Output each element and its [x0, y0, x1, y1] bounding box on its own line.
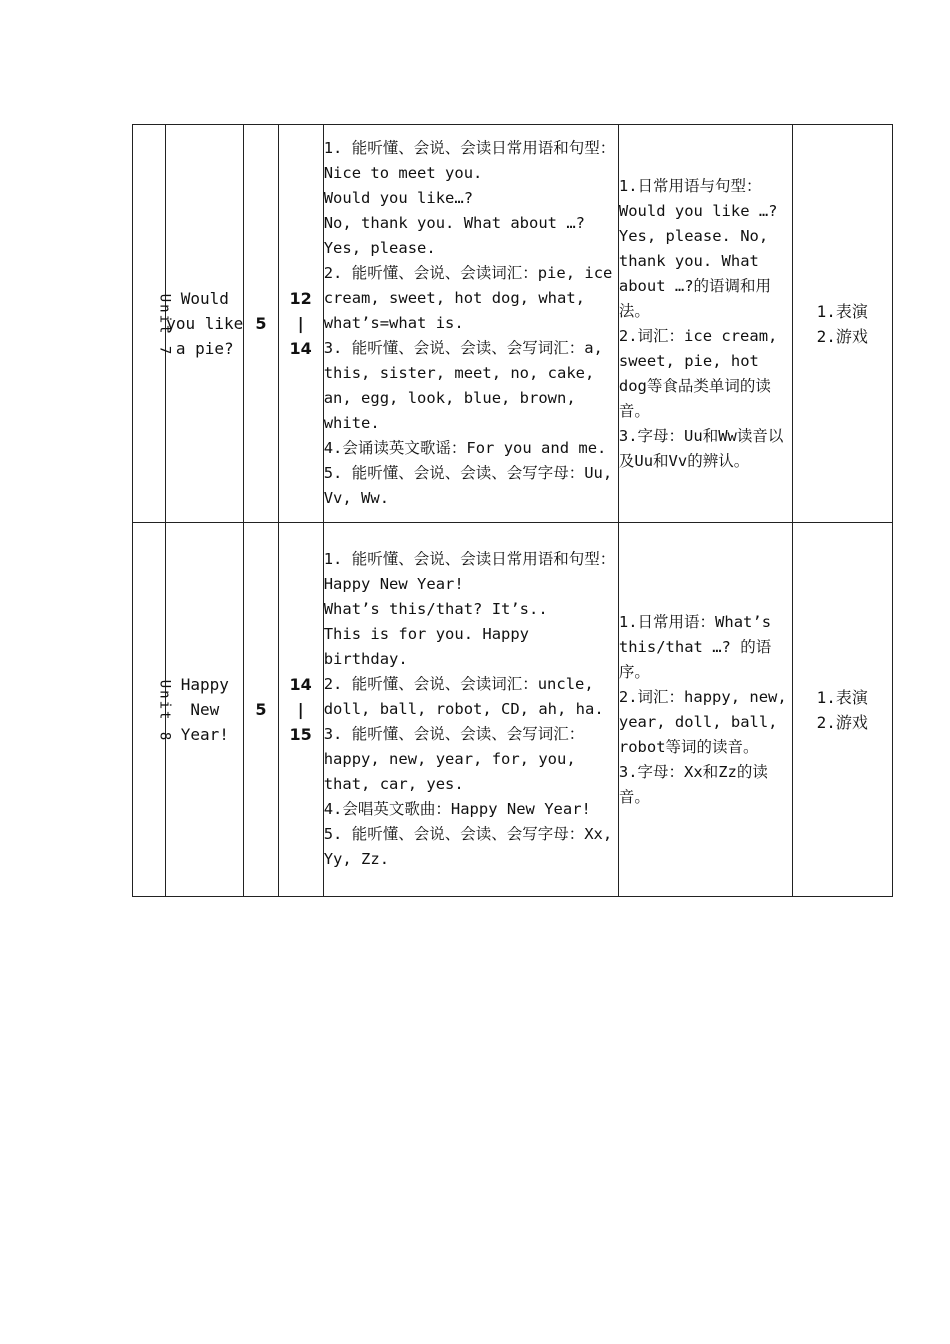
activities [792, 125, 892, 523]
goal-item: This is for you. Happy birthday. [323, 625, 530, 668]
key-point-item: 3.字母：Uu和Ww读音以及Uu和Vv的辨认。 [618, 426, 784, 470]
unit-title: Would you like a pie? [166, 125, 244, 523]
week-range [278, 523, 323, 897]
week-range [278, 125, 323, 523]
activity-item: 1.表演 [816, 687, 868, 707]
table-row [133, 523, 893, 897]
goal-item: What’s this/that? It’s.. [323, 600, 548, 618]
class-hours: 5 [244, 523, 278, 897]
goal-item: No, thank you. What about …? Yes, please. [323, 214, 586, 257]
week-end: 15 [289, 725, 312, 744]
unit-label: Unit 7 [156, 293, 173, 357]
class-hours: 5 [244, 125, 278, 523]
goal-item: 3. 能听懂、会说、会读、会写词汇：happy, new, year, for, you, that, car, yes. [323, 725, 585, 793]
key-point-item: 3.字母：Xx和Zz的读音。 [618, 762, 768, 806]
unit-label: Unit 8 [156, 679, 173, 743]
activity-item: 2.游戏 [816, 326, 868, 346]
key-point-item: 1.日常用语与句型：Would you like …? Yes, please. No, thank you. What about …?的语调和用法。 [618, 176, 778, 320]
goal-item: 1. 能听懂、会说、会读日常用语和句型：Happy New Year! [323, 550, 616, 593]
week-start: 12 [289, 289, 312, 308]
activities [792, 523, 892, 897]
key-point-item: 2.词汇：ice cream, sweet, pie, hot dog等食品类单词的读音。 [618, 326, 778, 420]
key-points [618, 125, 792, 523]
goal-item: 4.会诵读英文歌谣：For you and me. [323, 439, 607, 457]
teaching-goals [323, 523, 618, 897]
unit-cell [133, 125, 173, 523]
week-end: 14 [289, 339, 312, 358]
goal-item: 5. 能听懂、会说、会读、会写字母：Uu, Vv, Ww. [323, 464, 613, 507]
activity-item: 1.表演 [816, 301, 868, 321]
goal-item: 2. 能听懂、会说、会读词汇：pie, ice cream, sweet, hot dog, what, what’s=what is. [323, 264, 613, 332]
goal-item: 2. 能听懂、会说、会读词汇：uncle, doll, ball, robot, CD, ah, ha. [323, 675, 604, 718]
goal-item: 4.会唱英文歌曲：Happy New Year! [323, 800, 591, 818]
goal-item: Would you like…? [323, 189, 474, 207]
week-separator: | [297, 314, 304, 333]
goal-item: 5. 能听懂、会说、会读、会写字母：Xx, Yy, Zz. [323, 825, 613, 868]
week-separator: | [297, 700, 304, 719]
key-point-item: 2.词汇：happy, new, year, doll, ball, robot等词的读音。 [618, 687, 787, 756]
week-start: 14 [289, 675, 312, 694]
unit-title: Happy New Year! [166, 523, 244, 897]
goal-item: 3. 能听懂、会说、会读、会写词汇：a, this, sister, meet, no, cake, an, egg, look, blue, brown, white. [323, 339, 603, 432]
table-row [133, 125, 893, 523]
unit-cell [133, 523, 173, 897]
key-points [618, 523, 792, 897]
goal-item: 1. 能听懂、会说、会读日常用语和句型：Nice to meet you. [323, 139, 616, 182]
key-point-item: 1.日常用语：What’s this/that …? 的语序。 [618, 612, 772, 681]
teaching-plan-table [132, 124, 893, 897]
teaching-goals [323, 125, 618, 523]
activity-item: 2.游戏 [816, 712, 868, 732]
